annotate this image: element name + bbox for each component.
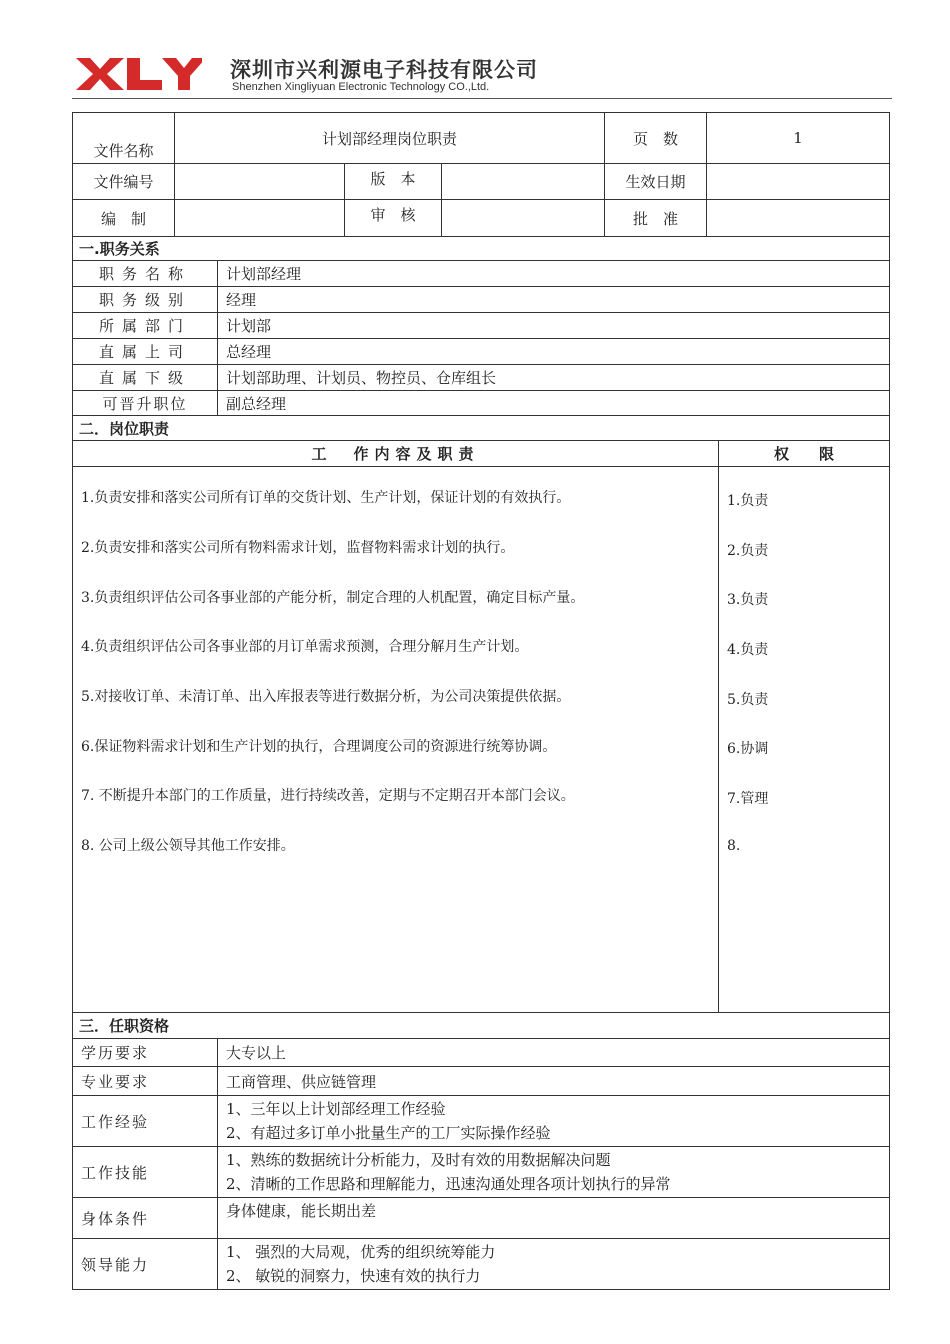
duty-item: 8. 公司上级公领导其他工作安排。 <box>81 838 295 854</box>
authority-item: 6.协调 <box>727 741 769 757</box>
section-1-title: 一.职务关系 <box>79 240 160 258</box>
duty-item: 2.负责安排和落实公司所有物料需求计划，监督物料需求计划的执行。 <box>81 540 515 556</box>
section-3-title: 三．任职资格 <box>79 1017 170 1035</box>
qualification-line: 1、熟练的数据统计分析能力，及时有效的用数据解决问题 <box>226 1151 611 1169</box>
approve-value <box>706 200 889 236</box>
qualification-row <box>73 1147 889 1198</box>
qualification-label: 领导能力 <box>81 1255 150 1274</box>
meta-row-3 <box>73 200 889 237</box>
qualification-row <box>73 1039 889 1067</box>
version-value <box>441 164 604 199</box>
qualification-row <box>73 1096 889 1147</box>
file-no-label: 文件编号 <box>93 173 154 191</box>
author-label: 编 制 <box>100 209 146 228</box>
duty-item: 5.对接收订单、未清订单、出入库报表等进行数据分析，为公司决策提供依据。 <box>81 689 571 705</box>
relation-value: 计划部 <box>217 313 889 338</box>
review-label: 审 核 <box>344 200 441 236</box>
relation-value: 经理 <box>217 287 889 312</box>
duty-item: 1.负责安排和落实公司所有订单的交货计划、生产计划，保证计划的有效执行。 <box>81 490 571 506</box>
approve-label: 批 准 <box>604 200 706 236</box>
qualification-value <box>217 1147 889 1197</box>
authority-item: 5.负责 <box>727 692 769 708</box>
pages-value: 1 <box>706 113 889 163</box>
relation-label: 直属下级 <box>98 369 191 387</box>
relation-row <box>73 391 889 416</box>
duties-column-title: 工 作内容及职责 <box>311 445 480 463</box>
duties-column-header <box>73 441 889 467</box>
relation-label: 直属上司 <box>98 343 191 361</box>
version-label: 版 本 <box>344 164 441 199</box>
authority-item: 4.负责 <box>727 642 769 658</box>
authority-item: 8. <box>727 838 741 854</box>
authority-item: 2.负责 <box>727 543 769 559</box>
duty-item: 7. 不断提升本部门的工作质量，进行持续改善，定期与不定期召开本部门会议。 <box>81 788 575 804</box>
review-value <box>441 200 604 236</box>
relation-value: 计划部经理 <box>217 261 889 286</box>
relation-label: 职务名称 <box>98 265 191 283</box>
section-1-header <box>73 237 889 261</box>
qualification-label: 专业要求 <box>81 1072 150 1091</box>
file-name-value: 计划部经理岗位职责 <box>174 113 604 163</box>
duties-body <box>73 467 889 1013</box>
effective-date-value <box>706 164 889 199</box>
relation-label: 所属部门 <box>98 317 191 335</box>
job-description-table <box>72 112 890 1290</box>
relation-row <box>73 339 889 365</box>
authority-column-title: 权 限 <box>718 441 889 466</box>
meta-row-2 <box>73 164 889 200</box>
authority-item: 1.负责 <box>727 493 769 509</box>
document-header <box>72 52 892 100</box>
company-logo <box>72 54 202 94</box>
duty-item: 3.负责组织评估公司各事业部的产能分析，制定合理的人机配置，确定目标产量。 <box>81 590 585 606</box>
author-value <box>174 200 344 236</box>
qualification-line: 1、 强烈的大局观，优秀的组织统筹能力 <box>226 1243 496 1261</box>
qualification-line: 1、三年以上计划部经理工作经验 <box>226 1100 446 1118</box>
qualification-value <box>217 1239 889 1289</box>
qualification-line: 2、有超过多订单小批量生产的工厂实际操作经验 <box>226 1124 551 1142</box>
relation-row <box>73 313 889 339</box>
authority-item: 7.管理 <box>727 791 769 807</box>
qualification-row <box>73 1198 889 1239</box>
qualification-label: 工作技能 <box>81 1163 150 1182</box>
relation-value: 总经理 <box>217 339 889 364</box>
section-2-title: 二．岗位职责 <box>79 419 170 438</box>
qualification-row <box>73 1239 889 1289</box>
qualification-label: 身体条件 <box>81 1209 150 1228</box>
section-2-header <box>73 416 889 441</box>
relation-label: 职务级别 <box>98 291 191 309</box>
file-no-value <box>174 164 344 199</box>
qualification-label: 工作经验 <box>81 1112 150 1131</box>
relation-row <box>73 287 889 313</box>
duty-item: 6.保证物料需求计划和生产计划的执行，合理调度公司的资源进行统筹协调。 <box>81 739 557 755</box>
qualification-value: 身体健康，能长期出差 <box>217 1198 889 1238</box>
file-name-label: 文件名称 <box>93 142 154 160</box>
qualification-value: 大专以上 <box>217 1039 889 1066</box>
relation-value: 计划部助理、计划员、物控员、仓库组长 <box>217 365 889 390</box>
relation-value: 副总经理 <box>217 391 889 415</box>
relation-row <box>73 261 889 287</box>
meta-row-1 <box>73 113 889 164</box>
duty-item: 4.负责组织评估公司各事业部的月订单需求预测，合理分解月生产计划。 <box>81 639 529 655</box>
qualification-line: 2、 敏锐的洞察力，快速有效的执行力 <box>226 1267 481 1285</box>
header-divider <box>72 98 892 99</box>
qualification-value: 工商管理、供应链管理 <box>217 1067 889 1095</box>
pages-label: 页 数 <box>604 113 706 163</box>
qualification-row <box>73 1067 889 1096</box>
company-name-cn: 深圳市兴利源电子科技有限公司 <box>230 58 538 82</box>
company-name-en: Shenzhen Xingliyuan Electronic Technology CO.,Ltd. <box>232 81 490 93</box>
relation-label: 可晋升职位 <box>102 394 188 413</box>
qualification-label: 学历要求 <box>81 1044 150 1062</box>
qualification-value <box>217 1096 889 1146</box>
section-3-header <box>73 1013 889 1039</box>
effective-date-label: 生效日期 <box>604 164 706 199</box>
qualification-line: 2、清晰的工作思路和理解能力，迅速沟通处理各项计划执行的异常 <box>226 1175 671 1193</box>
authority-item: 3.负责 <box>727 592 769 608</box>
relation-row <box>73 365 889 391</box>
